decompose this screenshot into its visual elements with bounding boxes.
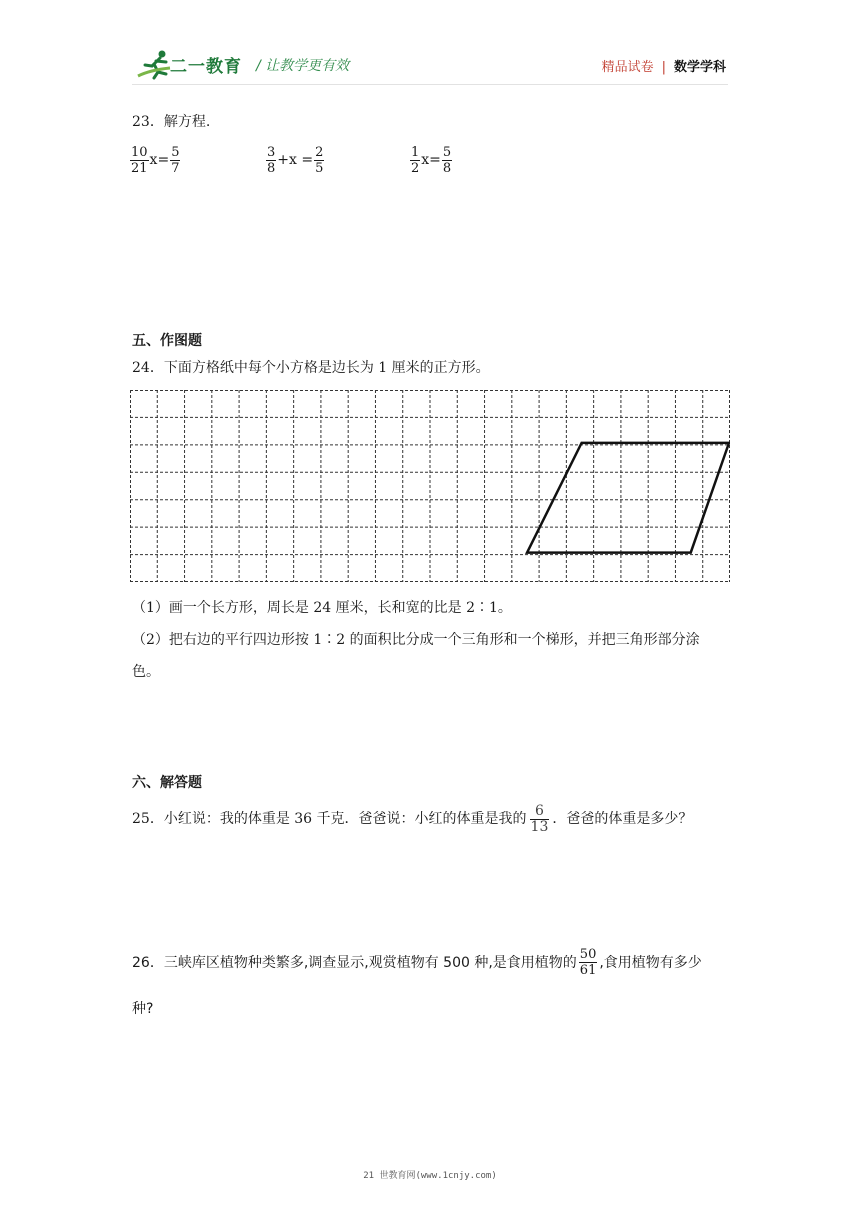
q23-title: 23．解方程. (132, 114, 211, 130)
header-divider (132, 84, 728, 85)
header-separator: | (661, 60, 666, 75)
footer: 21 世教育网(www.1cnjy.com) (363, 1171, 497, 1181)
fraction: $\frac{10}{21}$ (131, 144, 148, 176)
header-right (602, 56, 726, 75)
q23-equation-3: $\frac{1}{2}$ x= $\frac{5}{8}$ (411, 144, 452, 176)
fraction: $\frac{1}{2}$ (411, 144, 420, 176)
q23-equation-2: $\frac{3}{8}$ +x = $\frac{2}{5}$ (267, 144, 324, 176)
header-label-subject: 数学学科 (673, 60, 726, 75)
slogan: / 让教学更有效 (256, 58, 350, 74)
q23-equation-1: $\frac{10}{21}$ x= $\frac{5}{7}$ (131, 144, 180, 176)
q25-text: 25．小红说：我的体重是 36 千克．爸爸说：小红的体重是我的 $\frac{6}{13}$ ．爸爸的体重是多少？ (132, 802, 693, 835)
fraction: $\frac{6}{13}$ (530, 802, 549, 835)
fraction: $\frac{2}{5}$ (315, 144, 324, 176)
header-label-exam: 精品试卷 (601, 60, 654, 75)
q24-part-2-line-1: （2）把右边的平行四边形按 1∶2 的面积比分成一个三角形和一个梯形，并把三角形部分涂 (132, 632, 700, 648)
q26-text-line-2: 种? (132, 1001, 154, 1017)
fraction: $\frac{5}{8}$ (442, 144, 452, 176)
q26-text-line-1: 26．三峡库区植物种类繁多,调查显示,观赏植物有 500 种,是食用植物的 $\frac{50}{61}$ ,食用植物有多少 (132, 946, 702, 978)
fraction: $\frac{5}{7}$ (171, 144, 180, 176)
section-heading-5: 五、作图题 (132, 333, 202, 349)
fraction: $\frac{3}{8}$ (267, 144, 276, 176)
parallelogram (527, 443, 729, 553)
section-heading-6: 六、解答题 (132, 775, 202, 791)
q24-title: 24．下面方格纸中每个小方格是边长为 1 厘米的正方形。 (132, 360, 490, 376)
grid-paper (130, 390, 730, 582)
logo-text: 二一教育 (170, 57, 242, 77)
q24-part-1: （1）画一个长方形，周长是 24 厘米，长和宽的比是 2∶1。 (132, 600, 512, 616)
fraction: $\frac{50}{61}$ (579, 946, 597, 978)
q24-part-2-line-2: 色。 (132, 664, 160, 680)
